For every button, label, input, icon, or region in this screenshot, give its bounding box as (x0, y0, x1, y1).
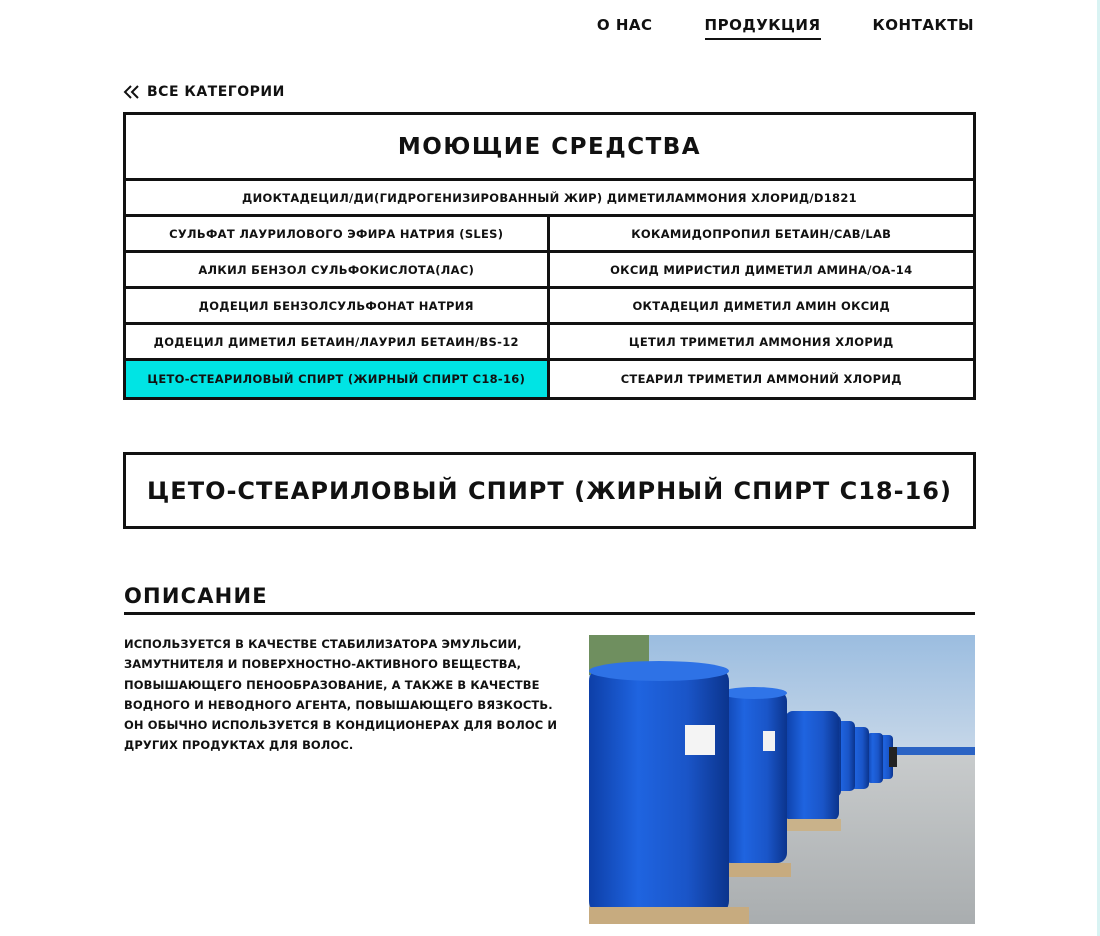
category-item[interactable]: ЦЕТИЛ ТРИМЕТИЛ АММОНИЯ ХЛОРИД (550, 325, 974, 361)
nav-about[interactable]: О НАС (596, 16, 653, 34)
category-item[interactable]: ОКТАДЕЦИЛ ДИМЕТИЛ АМИН ОКСИД (550, 289, 974, 325)
double-chevron-left-icon (123, 83, 141, 101)
product-title: ЦЕТО-СТЕАРИЛОВЫЙ СПИРТ (ЖИРНЫЙ СПИРТ С18-16) (123, 452, 976, 529)
category-item[interactable]: СТЕАРИЛ ТРИМЕТИЛ АММОНИЙ ХЛОРИД (620, 372, 902, 386)
nav-products[interactable]: ПРОДУКЦИЯ (705, 14, 821, 40)
category-item-selected[interactable]: ЦЕТО-СТЕАРИЛОВЫЙ СПИРТ (ЖИРНЫЙ СПИРТ С18-16) (126, 361, 550, 397)
category-panel (123, 112, 976, 400)
description-heading: ОПИСАНИЕ (124, 584, 975, 615)
product-photo (589, 635, 975, 924)
category-item-full[interactable]: ДИОКТАДЕЦИЛ/ДИ(ГИДРОГЕНИЗИРОВАННЫЙ ЖИР) ДИМЕТИЛАММОНИЯ ХЛОРИД/D1821 (126, 181, 973, 217)
category-item[interactable]: ДОДЕЦИЛ БЕНЗОЛСУЛЬФОНАТ НАТРИЯ (126, 289, 550, 325)
nav-contacts[interactable]: КОНТАКТЫ (872, 16, 974, 34)
all-categories-label: ВСЕ КАТЕГОРИИ (147, 84, 285, 100)
all-categories-link[interactable] (123, 83, 285, 101)
description-text: ИСПОЛЬЗУЕТСЯ В КАЧЕСТВЕ СТАБИЛИЗАТОРА ЭМУЛЬСИИ, ЗАМУТНИТЕЛЯ И ПОВЕРХНОСТНО-АКТИВНОГО ВЕЩЕСТВА, ПОВЫШАЮЩЕГО ПЕНООБРАЗОВАНИЕ, А ТАКЖЕ В КАЧЕСТВЕ ВОДНОГО И НЕВОДНОГО АГЕНТА, ПОВЫШАЮЩЕГО ВЯЗКОСТЬ. ОН ОБЫЧНО ИСПОЛЬЗУЕТСЯ В КОНДИЦИОНЕРАХ ДЛЯ ВОЛОС И ДРУГИХ ПРОДУКТАХ ДЛЯ ВОЛОС. (124, 637, 558, 753)
category-item[interactable]: СУЛЬФАТ ЛАУРИЛОВОГО ЭФИРА НАТРИЯ (SLES) (126, 217, 550, 253)
category-title: МОЮЩИЕ СРЕДСТВА (126, 115, 973, 181)
category-grid (126, 217, 973, 397)
category-item[interactable]: КОКАМИДОПРОПИЛ БЕТАИН/CAB/LAB (550, 217, 974, 253)
category-item[interactable]: ОКСИД МИРИСТИЛ ДИМЕТИЛ АМИНА/OA-14 (550, 253, 974, 289)
top-nav (597, 14, 974, 40)
category-item[interactable]: АЛКИЛ БЕНЗОЛ СУЛЬФОКИСЛОТА(ЛАС) (126, 253, 550, 289)
category-item[interactable]: ДОДЕЦИЛ ДИМЕТИЛ БЕТАИН/ЛАУРИЛ БЕТАИН/BS-12 (126, 325, 550, 361)
